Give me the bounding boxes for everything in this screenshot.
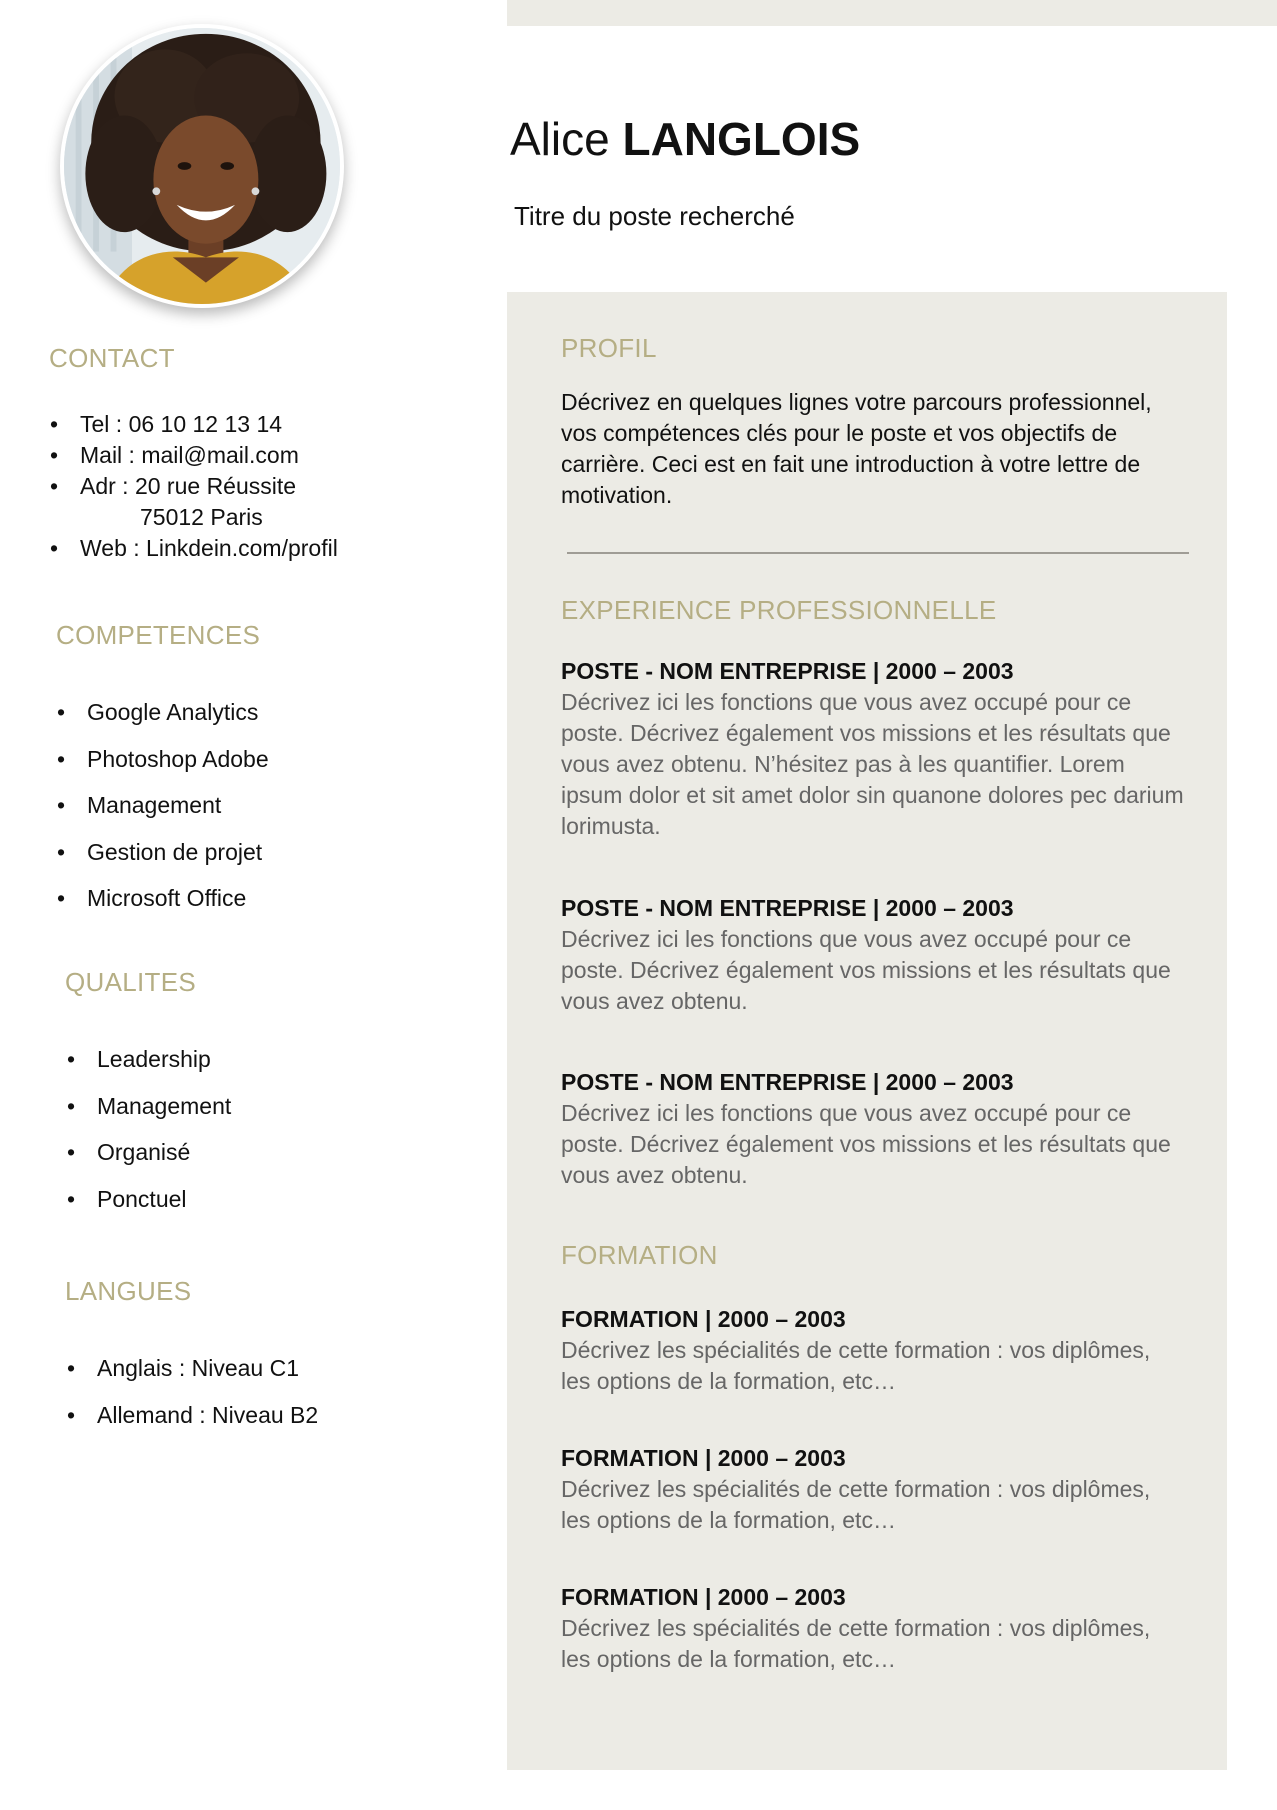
last-name: LANGLOIS [622,113,861,165]
skills-section-title: COMPETENCES [56,620,261,650]
contact-address: • Adr : 20 rue Réussite [80,471,338,502]
contact-web: • Web : Linkdein.com/profil [80,533,338,564]
contact-section-title: CONTACT [49,343,175,373]
education-entry [561,1443,1186,1536]
experience-entry-description: Décrivez ici les fonctions que vous avez occupé pour ce poste. Décrivez également vos missions et les résultats que vous avez obtenu. N’hésitez pas à les quantifier. Lorem ipsum dolor et sit amet dolor sin quanone dolores pec darium lorimusta. [561,689,1184,839]
quality-item: • Management [97,1091,231,1121]
languages-section-title: LANGUES [65,1276,192,1306]
contact-list [80,409,338,564]
skill-item: • Microsoft Office [87,883,269,913]
experience-entry [561,656,1186,842]
quality-item: • Leadership [97,1044,231,1074]
main-content-panel [507,292,1227,1770]
experience-entry-title: POSTE - NOM ENTREPRISE | 2000 – 2003 [561,1069,1014,1095]
experience-entry-title: POSTE - NOM ENTREPRISE | 2000 – 2003 [561,895,1014,921]
quality-item: • Organisé [97,1137,231,1167]
profile-text: Décrivez en quelques lignes votre parcours professionnel, vos compétences clés pour le poste et vos objectifs de carrière. Ceci est en fait une introduction à votre lettre de motivation. [561,389,1152,508]
qualities-list [97,1044,231,1230]
language-item: • Allemand : Niveau B2 [97,1400,318,1430]
profile-photo [60,24,344,308]
profile-photo-illustration [64,28,340,304]
education-entry-description: Décrivez les spécialités de cette formation : vos diplômes, les options de la formation, etc… [561,1476,1151,1533]
experience-entry-title: POSTE - NOM ENTREPRISE | 2000 – 2003 [561,658,1014,684]
section-divider [567,552,1189,554]
skill-item: • Google Analytics [87,697,269,727]
experience-section-title: EXPERIENCE PROFESSIONNELLE [561,595,997,625]
profile-section-title: PROFIL [561,333,657,363]
education-entry-description: Décrivez les spécialités de cette formation : vos diplômes, les options de la formation, etc… [561,1337,1151,1394]
experience-entry [561,893,1186,1017]
education-entry [561,1582,1186,1675]
education-entry-title: FORMATION | 2000 – 2003 [561,1445,846,1471]
qualities-section-title: QUALITES [65,967,196,997]
skill-item: • Photoshop Adobe [87,744,269,774]
contact-mail: • Mail : mail@mail.com [80,440,338,471]
job-title: Titre du poste recherché [514,201,795,231]
first-name: Alice [510,113,610,165]
experience-entry-description: Décrivez ici les fonctions que vous avez occupé pour ce poste. Décrivez également vos missions et les résultats que vous avez obtenu. [561,926,1171,1014]
full-name [510,112,860,166]
education-section-title: FORMATION [561,1240,718,1270]
education-entry [561,1304,1186,1397]
contact-address-city: 75012 Paris [140,504,263,530]
skills-list [87,697,269,930]
experience-entry-description: Décrivez ici les fonctions que vous avez occupé pour ce poste. Décrivez également vos missions et les résultats que vous avez obtenu. [561,1100,1171,1188]
skill-item: • Management [87,790,269,820]
skill-item: • Gestion de projet [87,837,269,867]
education-entry-description: Décrivez les spécialités de cette formation : vos diplômes, les options de la formation, etc… [561,1615,1151,1672]
languages-list [97,1353,318,1446]
top-decorative-band [507,0,1277,26]
education-entry-title: FORMATION | 2000 – 2003 [561,1306,846,1332]
language-item: • Anglais : Niveau C1 [97,1353,318,1383]
experience-entry [561,1067,1186,1191]
quality-item: • Ponctuel [97,1184,231,1214]
contact-tel: • Tel : 06 10 12 13 14 [80,409,338,440]
education-entry-title: FORMATION | 2000 – 2003 [561,1584,846,1610]
